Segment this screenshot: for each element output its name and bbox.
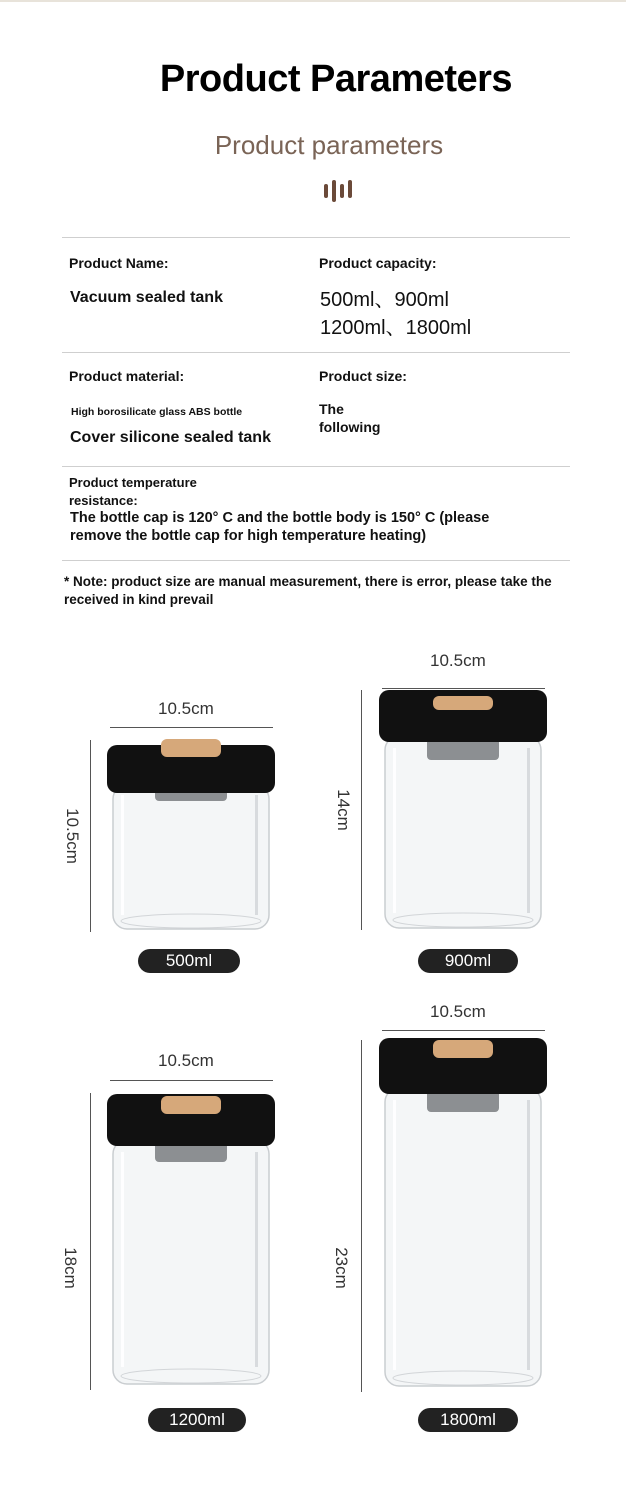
product-material-value: Cover silicone sealed tank: [70, 429, 271, 446]
width-dimension-line: [382, 1030, 545, 1031]
page-subtitle: Product parameters: [214, 130, 444, 160]
jar-900ml-image: [377, 686, 549, 934]
capacity-badge: 1200ml: [148, 1408, 246, 1432]
product-material-label: Product material:: [69, 368, 185, 384]
table-divider: [62, 560, 570, 561]
capacity-badge: 900ml: [418, 949, 518, 973]
jar-height-label: 18cm: [61, 1247, 80, 1289]
jar-500ml-image: [105, 735, 277, 935]
height-dimension-line: [90, 740, 91, 932]
capacity-badge: 500ml: [138, 949, 240, 973]
product-capacity-label: Product capacity:: [319, 255, 437, 271]
table-divider: [62, 237, 570, 238]
product-name-label: Product Name:: [69, 255, 169, 271]
temp-label-line-2: resistance:: [69, 493, 138, 508]
page-title: Product Parameters: [159, 58, 513, 100]
height-dimension-line: [361, 1040, 362, 1392]
jar-width-label: 10.5cm: [430, 651, 486, 670]
product-name-value: Vacuum sealed tank: [70, 289, 223, 306]
jar-height-label: 23cm: [332, 1247, 351, 1289]
size-line-1: The: [319, 401, 344, 417]
product-material-small: High borosilicate glass ABS bottle: [71, 406, 243, 418]
width-dimension-line: [110, 727, 273, 728]
jar-width-label: 10.5cm: [158, 1051, 214, 1070]
jar-height-label: 14cm: [334, 789, 353, 831]
temp-label-line-1: Product temperature: [69, 475, 197, 490]
measurement-note: * Note: product size are manual measurement, there is error, please take the received in kind prevail: [64, 574, 552, 607]
capacity-line-1: 500ml、900ml: [320, 289, 449, 311]
temperature-label: [69, 474, 197, 510]
width-dimension-line: [110, 1080, 273, 1081]
jar-width-label: 10.5cm: [430, 1002, 486, 1021]
product-size-label: Product size:: [319, 368, 407, 384]
jar-1800ml-image: [377, 1036, 549, 1392]
jar-width-label: 10.5cm: [158, 699, 214, 718]
height-dimension-line: [361, 690, 362, 930]
jar-1200ml-image: [105, 1088, 277, 1390]
size-line-2: following: [319, 419, 381, 435]
capacity-badge: 1800ml: [418, 1408, 518, 1432]
temp-value-line-1: The bottle cap is 120° C and the bottle body is 150° C (please: [70, 510, 490, 526]
decorative-bars-icon: [322, 180, 354, 202]
height-dimension-line: [90, 1093, 91, 1390]
capacity-line-2: 1200ml、1800ml: [320, 317, 472, 339]
temp-value-line-2: remove the bottle cap for high temperature heating): [70, 528, 427, 544]
table-divider: [62, 352, 570, 353]
table-divider: [62, 466, 570, 467]
product-size-value: [319, 400, 380, 436]
product-capacity-value: [320, 286, 471, 342]
temperature-value: [70, 509, 489, 545]
top-border: [0, 0, 626, 2]
jar-height-label: 10.5cm: [63, 808, 82, 864]
